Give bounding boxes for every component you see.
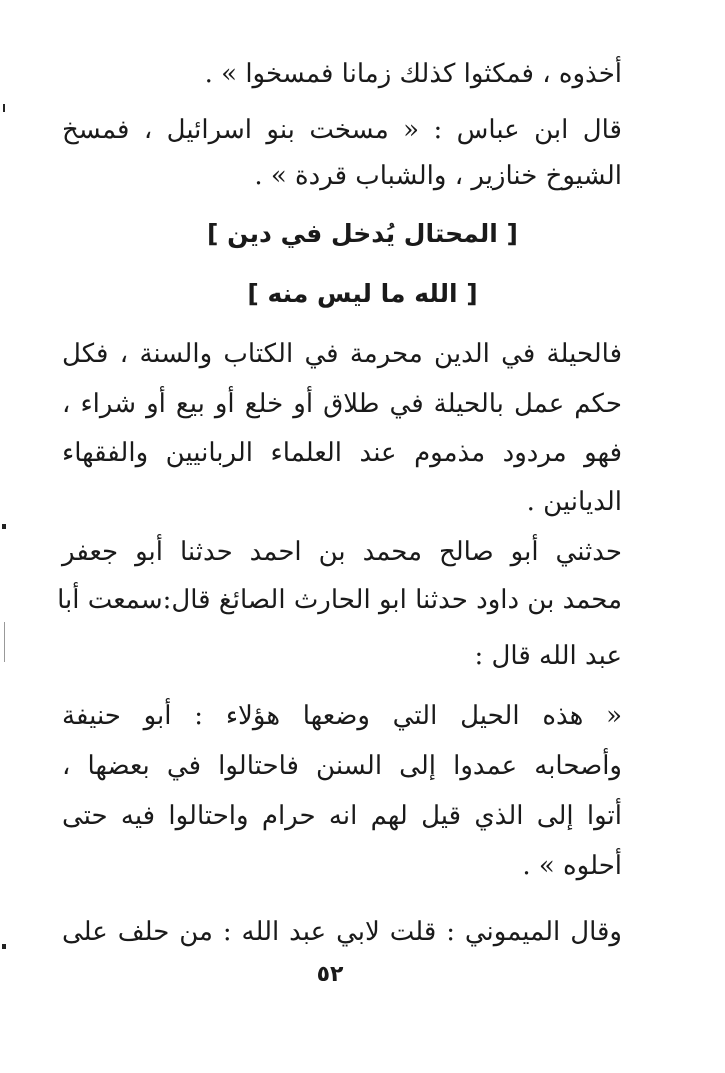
scan-speck: [2, 944, 6, 949]
text-line: أخذوه ، فمكثوا كذلك زمانا فمسخوا » .: [204, 59, 622, 89]
text-line: حدثني أبو صالح محمد بن احمد حدثنا أبو جعفر: [62, 537, 622, 567]
page-number: ٥٢: [316, 962, 344, 987]
text-line: الشيوخ خنازير ، والشباب قردة » .: [254, 161, 622, 191]
text-line: عبد الله قال :: [474, 641, 622, 671]
text-line: وقال الميموني : قلت لابي عبد الله : من حلف على: [62, 917, 622, 947]
text-line: الديانين .: [526, 487, 622, 517]
text-line: أحلوه » .: [522, 851, 622, 881]
scan-speck: [2, 524, 6, 529]
text-line: قال ابن عباس : « مسخت بنو اسرائيل ، فمسخ: [62, 115, 622, 145]
section-subheading: [ الله ما ليس منه ]: [247, 279, 478, 308]
text-line: حكم عمل بالحيلة في طلاق أو خلع أو بيع أو شراء ،: [62, 389, 622, 419]
scan-speck: [4, 622, 5, 662]
text-line: أتوا إلى الذي قيل لهم انه حرام واحتالوا فيه حتى: [62, 801, 622, 831]
scan-speck: [3, 104, 5, 112]
text-line: فالحيلة في الدين محرمة في الكتاب والسنة ، فكل: [62, 339, 622, 369]
section-heading: [ المحتال يُدخل في دين ]: [207, 219, 518, 248]
text-line: فهو مردود مذموم عند العلماء الربانيين والفقهاء: [62, 438, 622, 468]
text-line: وأصحابه عمدوا إلى السنن فاحتالوا في بعضها ،: [62, 751, 622, 781]
text-line: « هذه الحيل التي وضعها هؤلاء : أبو حنيفة: [62, 701, 622, 731]
text-line: محمد بن داود حدثنا ابو الحارث الصائغ قال:سمعت أبا: [57, 585, 622, 615]
